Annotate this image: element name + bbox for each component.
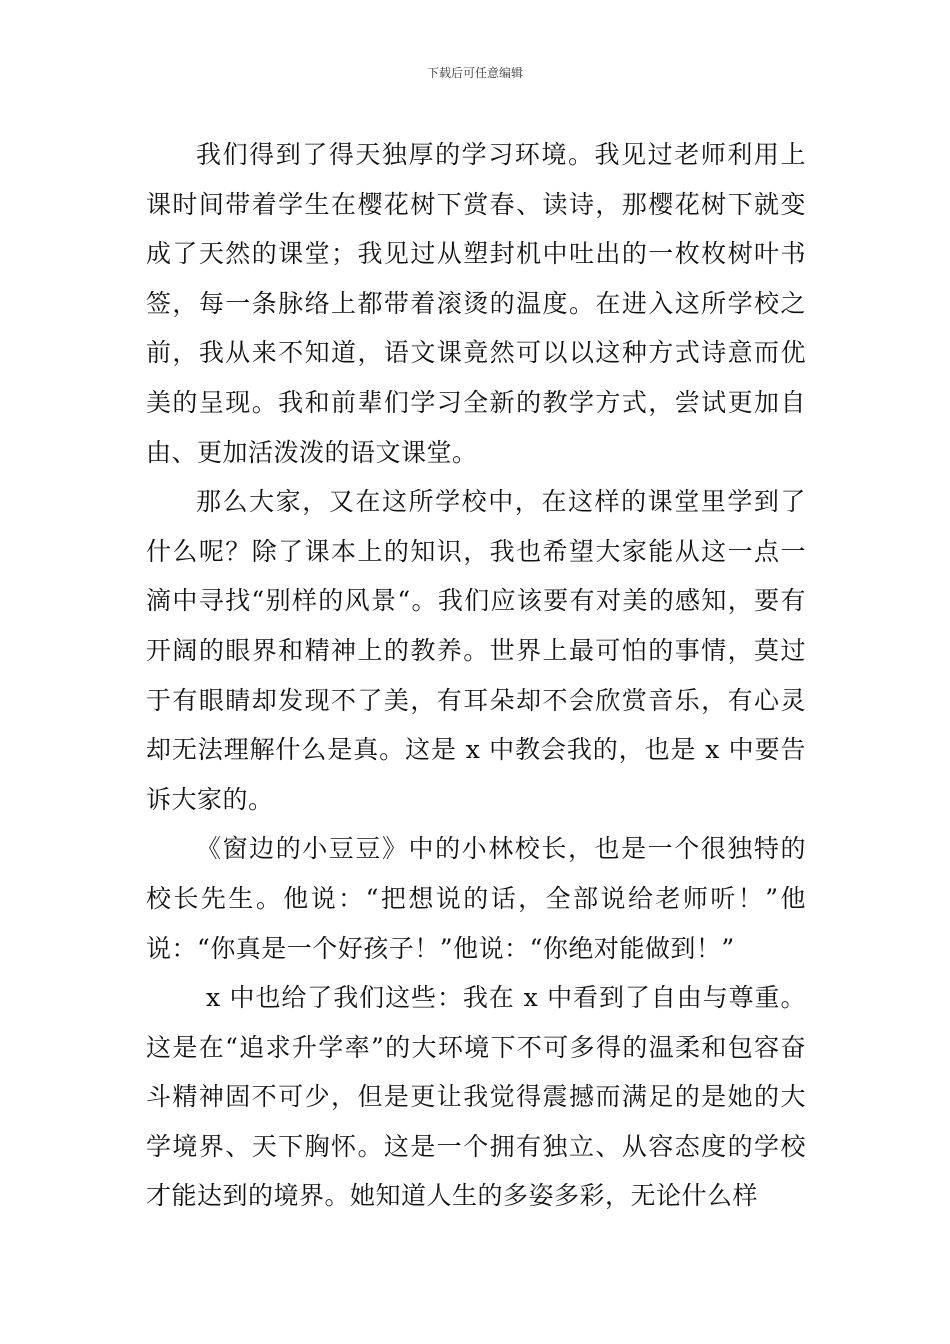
document-body <box>146 130 806 1221</box>
paragraph-what-we-learned: 那么大家，又在这所学校中，在这样的课堂里学到了什么呢？除了课本上的知识，我也希望大家能从这一点一滴中寻找“别样的风景“。我们应该要有对美的感知，要有开阔的眼界和精神上的教养。世界上最可怕的事情，莫过于有眼睛却发现不了美，有耳朵却不会欣赏音乐，有心灵却无法理解什么是真。这是 x 中教会我的，也是 x 中要告诉大家的。 <box>146 487 806 814</box>
paragraph-learning-environment: 我们得到了得天独厚的学习环境。我见过老师利用上课时间带着学生在樱花树下赏春、读诗，那樱花树下就变成了天然的课堂；我见过从塑封机中吐出的一枚枚树叶书签，每一条脉络上都带着滚烫的温度。在进入这所学校之前，我从来不知道，语文课竟然可以以这种方式诗意而优美的呈现。我和前辈们学习全新的教学方式，尝试更加自由、更加活泼泼的语文课堂。 <box>146 140 806 467</box>
page-header: 下载后可任意编辑 <box>426 66 523 80</box>
paragraph-freedom-respect: x 中也给了我们这些：我在 x 中看到了自由与尊重。这是在“追求升学率”的大环境下不可多得的温柔和包容奋斗精神固不可少，但是更让我觉得震撼而满足的是她的大学境界、天下胸怀。这是一个拥有独立、从容态度的学校才能达到的境界。她知道人生的多姿多彩，无论什么样 <box>146 983 806 1211</box>
paragraph-principal-kobayashi: 《窗边的小豆豆》中的小林校长，也是一个很独特的校长先生。他说：“把想说的话，全部说给老师听！”他说：“你真是一个好孩子！”他说：“你绝对能做到！” <box>146 834 806 963</box>
